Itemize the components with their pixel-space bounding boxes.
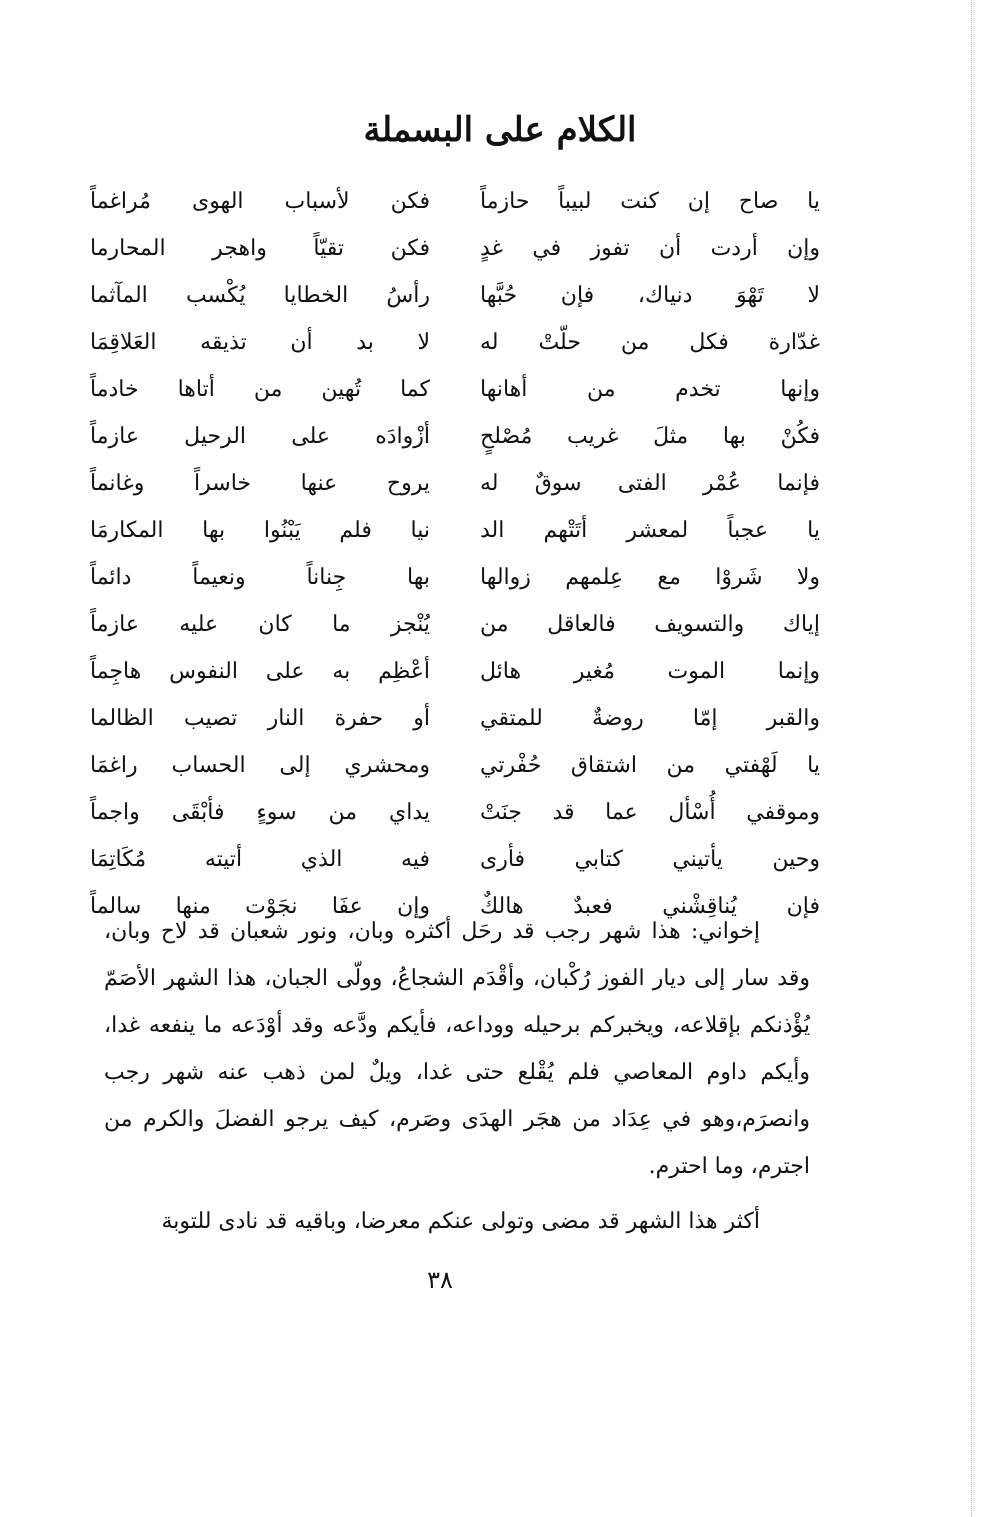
verse-line	[90, 366, 820, 413]
prose-paragraph: أكثر هذا الشهر قد مضى وتولى عنكم معرضا، وباقيه قد نادى للتوبة	[161, 1209, 760, 1234]
second-hemistich: فيه الذي أتيته مُكَاتِمَا	[90, 847, 430, 872]
second-hemistich: نيا فلم يَبْنُوا بها المكارمَا	[90, 518, 430, 543]
prose-paragraph: إخواني: هذا شهر رجب قد رحَل أكثره وبان، ونور شعبان قد لاح وبان، وقد سار إلى ديار الفوز رُكْبان، وأقْدَم الشجاعُ، وولّى الجبان، هذا الشهر الأصَمّ يُؤْذنكم بإقلاعه، ويخبركم برحيله ووداعه، فأيكم ودَّعه وقد أوْدَعه ما ينفعه غدا، وأيكم داوم المعاصي فلم يُقْلع حتى غدا، ويلٌ لمن ذهب عنه شهر رجب وانصرَم،وهو في عِدَاد من هجَر الهدَى وصَرم، كيف يرجو الفضلَ والكرم من اجترم، وما احترم.	[104, 919, 810, 1179]
first-hemistich: فكُنْ بها مثلَ غريب مُصْلحٍ	[480, 424, 820, 449]
page-title: الكلام على البسملة	[363, 110, 637, 150]
second-hemistich: كما تُهين من أتاها خادماً	[90, 377, 430, 402]
first-hemistich: وموقفي أُسْأل عما قد جنَتْ	[480, 800, 820, 825]
verse-line	[90, 272, 820, 319]
verse-line	[90, 554, 820, 601]
second-hemistich: لا بد أن تذيقه العَلاقِمَا	[90, 330, 430, 355]
verse-line	[90, 695, 820, 742]
first-hemistich: وإنها تخدم من أهانها	[480, 377, 820, 402]
second-hemistich: أزْوادَه على الرحيل عازماً	[90, 424, 430, 449]
second-hemistich: يُنْجز ما كان عليه عازماً	[90, 612, 430, 637]
verse-line	[90, 742, 820, 789]
first-hemistich: وإنما الموت مُغير هائل	[480, 659, 820, 684]
first-hemistich: ولا شَروْا مع عِلمهم زوالها	[480, 565, 820, 590]
poem	[90, 178, 820, 930]
second-hemistich: يداي من سوءٍ فأبْقَى واجماً	[90, 800, 430, 825]
first-hemistich: فإن يُناقِشْني فعبدٌ هالكٌ	[480, 894, 820, 919]
first-hemistich: والقبر إمّا روضةٌ للمتقي	[480, 706, 820, 731]
first-hemistich: يا عجباً لمعشر أتَتْهم الد	[480, 518, 820, 543]
first-hemistich: غدّارة فكل من حلّتْ له	[480, 330, 820, 355]
second-hemistich: رأسُ الخطايا يُكْسب المآثما	[90, 283, 430, 308]
second-hemistich: أعْظِم به على النفوس هاجِماً	[90, 659, 430, 684]
first-hemistich: وحين يأتيني كتابي فأرى	[480, 847, 820, 872]
first-hemistich: لا تَهْوَ دنياك، فإن حُبَّها	[480, 283, 820, 308]
second-hemistich: بها جِناناً ونعيماً دائماً	[90, 565, 430, 590]
verse-line	[90, 460, 820, 507]
verse-line	[90, 319, 820, 366]
second-hemistich: فكن لأسباب الهوى مُراغماً	[90, 189, 430, 214]
first-hemistich: وإن أردت أن تفوز في غدٍ	[480, 236, 820, 261]
first-hemistich: فإنما عُمْر الفتى سوقٌ له	[480, 471, 820, 496]
first-hemistich: يا لَهْفتي من اشتقاق حُفْرتي	[480, 753, 820, 778]
verse-line	[90, 413, 820, 460]
verse-line	[90, 836, 820, 883]
first-hemistich: إياك والتسويف فالعاقل من	[480, 612, 820, 637]
second-hemistich: ومحشري إلى الحساب راغمَا	[90, 753, 430, 778]
first-hemistich: يا صاح إن كنت لبيباً حازماً	[480, 189, 820, 214]
second-hemistich: أو حفرة النار تصيب الظالما	[90, 706, 430, 731]
verse-line	[90, 178, 820, 225]
verse-line	[90, 507, 820, 554]
prose-text	[104, 908, 810, 1245]
verse-line	[90, 225, 820, 272]
verse-line	[90, 789, 820, 836]
second-hemistich: يروح عنها خاسراً وغانماً	[90, 471, 430, 496]
second-hemistich: وإن عفَا نجَوْت منها سالماً	[90, 894, 430, 919]
page-number: ٣٨	[427, 1266, 453, 1294]
margin-line	[971, 0, 972, 1517]
verse-line	[90, 601, 820, 648]
verse-line	[90, 648, 820, 695]
second-hemistich: فكن تقيّاً واهجر المحارما	[90, 236, 430, 261]
